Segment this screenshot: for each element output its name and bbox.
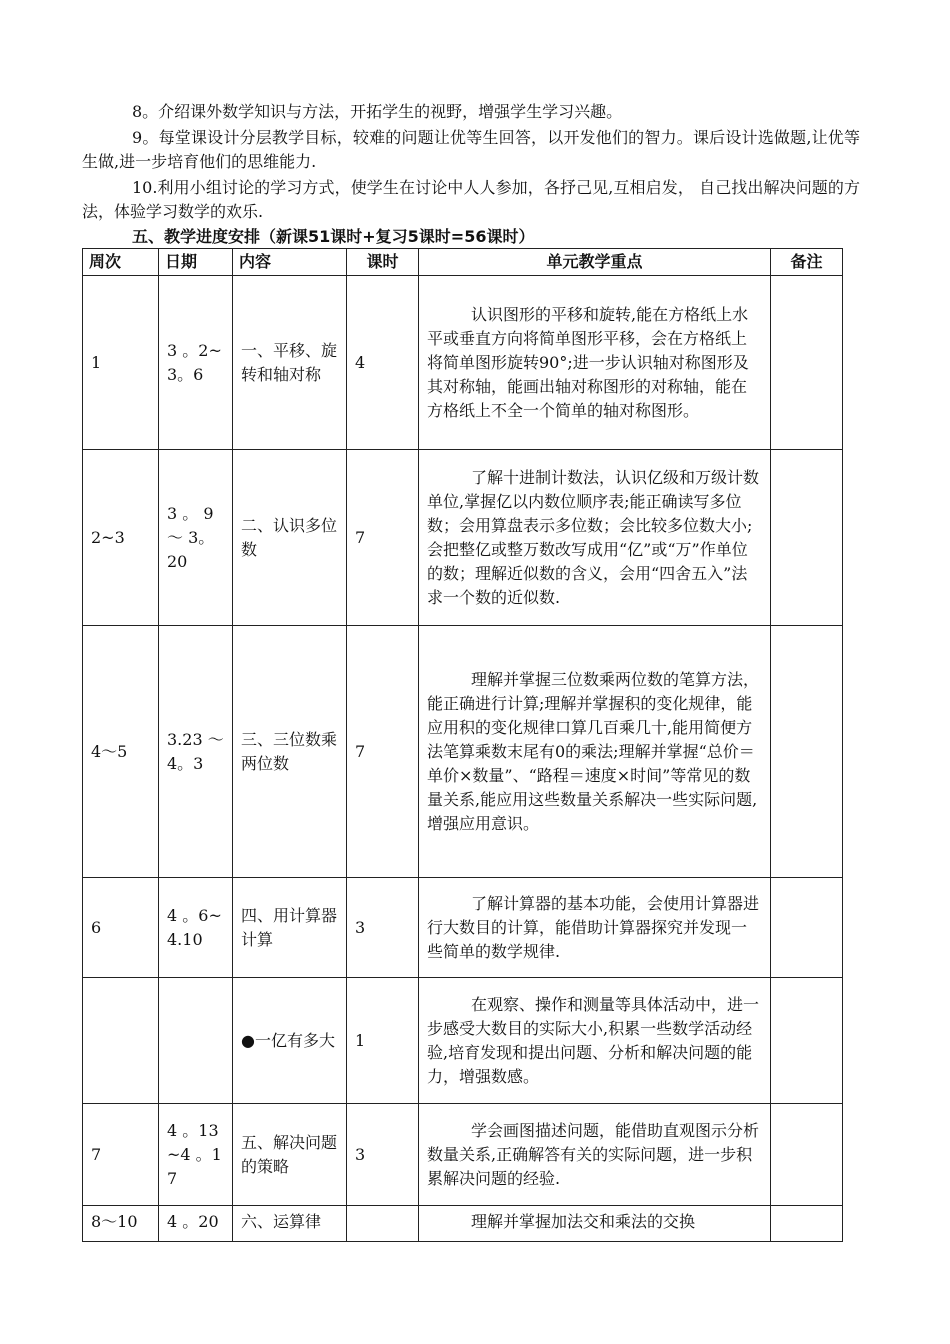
cell-content: 四、用计算器计算 (233, 878, 347, 978)
table-row (83, 276, 843, 450)
table-row (83, 878, 843, 978)
table-row (83, 450, 843, 626)
header-hours: 课时 (347, 249, 419, 276)
cell-hours: 4 (347, 276, 419, 450)
cell-key-points: 在观察、操作和测量等具体活动中，进一步感受大数目的实际大小,积累一些数学活动经验,培育发现和提出问题、分析和解决问题的能力，增强数感。 (419, 978, 771, 1104)
table-header-row (83, 249, 843, 276)
cell-notes (771, 450, 843, 626)
cell-hours: 7 (347, 450, 419, 626)
cell-hours: 7 (347, 626, 419, 878)
cell-date: 4 。13 ~4 。1 7 (159, 1104, 233, 1206)
cell-week: 4～5 (83, 626, 159, 878)
paragraph-item-10: 10.利用小组讨论的学习方式，使学生在讨论中人人参加，各抒己见,互相启发， 自己找出解决问题的方法，体验学习数学的欢乐. (82, 178, 860, 221)
table-row (83, 978, 843, 1104)
cell-week: 6 (83, 878, 159, 978)
cell-date: 3 。 9 ～ 3。20 (159, 450, 233, 626)
cell-notes (771, 626, 843, 878)
cell-week: 2~3 (83, 450, 159, 626)
cell-week: 1 (83, 276, 159, 450)
table-row (83, 1206, 843, 1242)
cell-hours: 1 (347, 978, 419, 1104)
header-week: 周次 (83, 249, 159, 276)
cell-date: 4 。6~ 4.10 (159, 878, 233, 978)
header-content: 内容 (233, 249, 347, 276)
paragraph-item-8: 8。介绍课外数学知识与方法，开拓学生的视野，增强学生学习兴趣。 (132, 102, 623, 121)
cell-content: ●一亿有多大 (233, 978, 347, 1104)
schedule-table (82, 248, 843, 1242)
cell-date: 4 。20 (159, 1206, 233, 1242)
paragraph-item-9: 9。每堂课设计分层教学目标，较难的问题让优等生回答，以开发他们的智力。课后设计选做题,让优等生做,进一步培育他们的思维能力. (82, 128, 860, 171)
cell-key-points: 学会画图描述问题，能借助直观图示分析数量关系,正确解答有关的实际问题，进一步积累解决问题的经验. (419, 1104, 771, 1206)
cell-notes (771, 1206, 843, 1242)
cell-date (159, 978, 233, 1104)
cell-date: 3.23 ～ 4。3 (159, 626, 233, 878)
cell-content: 一、平移、旋转和轴对称 (233, 276, 347, 450)
section-title: 五、教学进度安排（新课51课时+复习5课时=56课时） (132, 227, 535, 246)
cell-key-points: 认识图形的平移和旋转,能在方格纸上水平或垂直方向将简单图形平移，会在方格纸上将简单图形旋转90°;进一步认识轴对称图形及其对称轴，能画出轴对称图形的对称轴，能在方格纸上不全一个简单的轴对称图形。 (419, 276, 771, 450)
cell-hours: 3 (347, 1104, 419, 1206)
cell-hours (347, 1206, 419, 1242)
cell-week: 7 (83, 1104, 159, 1206)
cell-notes (771, 276, 843, 450)
cell-key-points: 了解十进制计数法，认识亿级和万级计数单位,掌握亿以内数位顺序表;能正确读写多位数；会用算盘表示多位数；会比较多位数大小;会把整亿或整万数改写成用“亿”或“万”作单位的数；理解近似数的含义，会用“四舍五入”法求一个数的近似数. (419, 450, 771, 626)
cell-hours: 3 (347, 878, 419, 978)
cell-week: 8～10 (83, 1206, 159, 1242)
cell-notes (771, 978, 843, 1104)
cell-notes (771, 1104, 843, 1206)
cell-key-points: 理解并掌握三位数乘两位数的笔算方法，能正确进行计算;理解并掌握积的变化规律，能应用积的变化规律口算几百乘几十,能用简便方法笔算乘数末尾有0的乘法;理解并掌握“总价＝单价×数量”、“路程＝速度×时间”等常见的数量关系,能应用这些数量关系解决一些实际问题,增强应用意识。 (419, 626, 771, 878)
cell-content: 二、认识多位数 (233, 450, 347, 626)
header-key-points: 单元教学重点 (419, 249, 771, 276)
cell-content: 五、解决问题的策略 (233, 1104, 347, 1206)
cell-key-points: 了解计算器的基本功能，会使用计算器进行大数目的计算，能借助计算器探究并发现一些简单的数学规律. (419, 878, 771, 978)
header-date: 日期 (159, 249, 233, 276)
cell-content: 三、三位数乘两位数 (233, 626, 347, 878)
cell-notes (771, 878, 843, 978)
cell-date: 3 。2~ 3。6 (159, 276, 233, 450)
cell-key-points: 理解并掌握加法交和乘法的交换 (419, 1206, 771, 1242)
table-row (83, 1104, 843, 1206)
cell-week (83, 978, 159, 1104)
table-row (83, 626, 843, 878)
header-notes: 备注 (771, 249, 843, 276)
cell-content: 六、运算律 (233, 1206, 347, 1242)
